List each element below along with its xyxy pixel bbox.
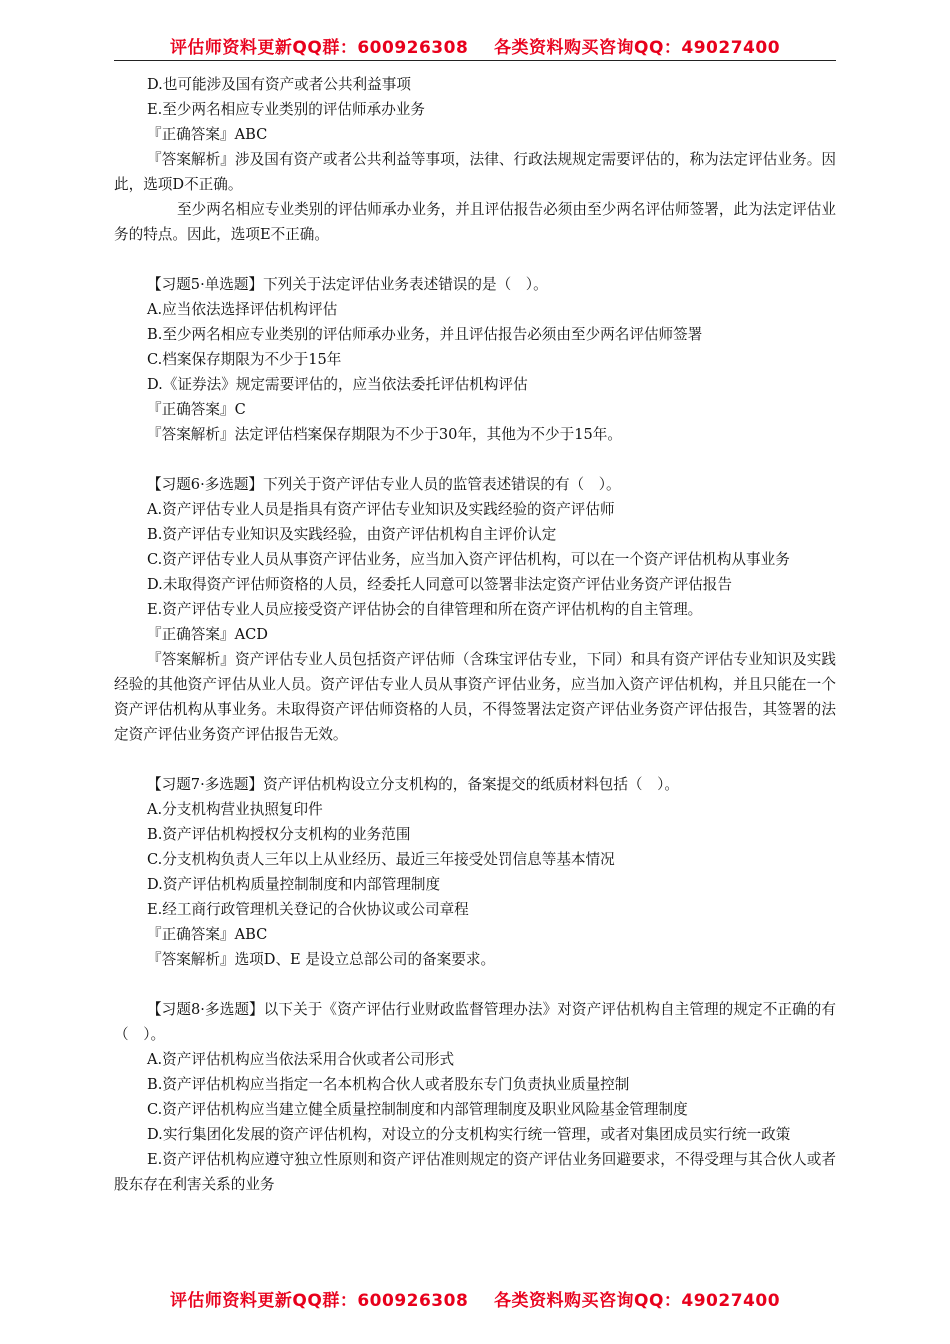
text-line: 『答案解析』涉及国有资产或者公共利益等事项，法律、行政法规规定需要评估的，称为法定评估业务。因此，选项D不正确。 (114, 151, 836, 193)
text-line: 【习题8·多选题】以下关于《资产评估行业财政监督管理办法》对资产评估机构自主管理的规定不正确的有（ ）。 (114, 1001, 836, 1043)
header-qq-purchase: 各类资料购买咨询QQ：49027400 (494, 38, 781, 58)
text-line: 『正确答案』ABC (147, 126, 268, 143)
text-line: C.档案保存期限为不少于15年 (147, 351, 342, 368)
text-line: C.资产评估专业人员从事资产评估业务，应当加入资产评估机构，可以在一个资产评估机构从事业务 (147, 551, 790, 568)
text-line: D.资产评估机构质量控制制度和内部管理制度 (147, 876, 441, 893)
paragraph-gap (114, 747, 836, 772)
text-line: 【习题7·多选题】资产评估机构设立分支机构的，备案提交的纸质材料包括（ ）。 (147, 776, 680, 793)
page-header (0, 33, 950, 58)
text-line: B.资产评估机构授权分支机构的业务范围 (147, 826, 411, 843)
text-line: 『正确答案』C (147, 401, 246, 418)
header-qq-group: 评估师资料更新QQ群：600926308 (169, 38, 469, 58)
text-line: A.应当依法选择评估机构评估 (147, 301, 338, 318)
text-line: E.至少两名相应专业类别的评估师承办业务 (147, 101, 425, 118)
text-line: A.资产评估机构应当依法采用合伙或者公司形式 (147, 1051, 455, 1068)
text-line: C.分支机构负责人三年以上从业经历、最近三年接受处罚信息等基本情况 (147, 851, 615, 868)
text-line: E.资产评估机构应遵守独立性原则和资产评估准则规定的资产评估业务回避要求，不得受理与其合伙人或者股东存在利害关系的业务 (114, 1151, 836, 1193)
text-line: E.经工商行政管理机关登记的合伙协议或公司章程 (147, 901, 469, 918)
text-line: 【习题5·单选题】下列关于法定评估业务表述错误的是（ ）。 (147, 276, 548, 293)
text-line: 『答案解析』法定评估档案保存期限为不少于30年，其他为不少于15年。 (147, 426, 622, 443)
text-line: 『答案解析』选项D、E 是设立总部公司的备案要求。 (147, 951, 496, 968)
text-line: D.也可能涉及国有资产或者公共利益事项 (147, 76, 411, 93)
text-line: E.资产评估专业人员应接受资产评估协会的自律管理和所在资产评估机构的自主管理。 (147, 601, 703, 618)
text-line: D.实行集团化发展的资产评估机构，对设立的分支机构实行统一管理，或者对集团成员实行统一政策 (147, 1126, 791, 1143)
text-line: A.分支机构营业执照复印件 (147, 801, 323, 818)
page-footer (0, 1286, 950, 1311)
text-line: 『正确答案』ABC (147, 926, 268, 943)
footer-qq-group: 评估师资料更新QQ群：600926308 (169, 1291, 469, 1311)
text-line: D.未取得资产评估师资格的人员，经委托人同意可以签署非法定资产评估业务资产评估报告 (147, 576, 732, 593)
text-line: B.资产评估机构应当指定一名本机构合伙人或者股东专门负责执业质量控制 (147, 1076, 630, 1093)
text-line: B.资产评估专业知识及实践经验，由资产评估机构自主评价认定 (147, 526, 557, 543)
text-line: A.资产评估专业人员是指具有资产评估专业知识及实践经验的资产评估师 (147, 501, 615, 518)
header-divider (114, 60, 836, 61)
text-line: C.资产评估机构应当建立健全质量控制制度和内部管理制度及职业风险基金管理制度 (147, 1101, 688, 1118)
paragraph-gap (114, 972, 836, 997)
text-line: D.《证券法》规定需要评估的，应当依法委托评估机构评估 (147, 376, 528, 393)
paragraph-gap (114, 247, 836, 272)
text-line: 『正确答案』ACD (147, 626, 268, 643)
footer-qq-purchase: 各类资料购买咨询QQ：49027400 (494, 1291, 781, 1311)
paragraph-gap (114, 447, 836, 472)
text-line: 【习题6·多选题】下列关于资产评估专业人员的监管表述错误的有（ ）。 (147, 476, 621, 493)
text-line: 至少两名相应专业类别的评估师承办业务，并且评估报告必须由至少两名评估师签署，此为法定评估业务的特点。因此，选项E不正确。 (114, 201, 836, 243)
text-line: 『答案解析』资产评估专业人员包括资产评估师（含珠宝评估专业，下同）和具有资产评估专业知识及实践经验的其他资产评估从业人员。资产评估专业人员从事资产评估业务，应当加入资产评估机构，并且只能在一个资产评估机构从事业务。未取得资产评估师资格的人员，不得签署法定资产评估业务资产评估报告，其签署的法定资产评估业务资产评估报告无效。 (114, 651, 836, 743)
text-line: B.至少两名相应专业类别的评估师承办业务，并且评估报告必须由至少两名评估师签署 (147, 326, 703, 343)
document-body (114, 72, 836, 1197)
